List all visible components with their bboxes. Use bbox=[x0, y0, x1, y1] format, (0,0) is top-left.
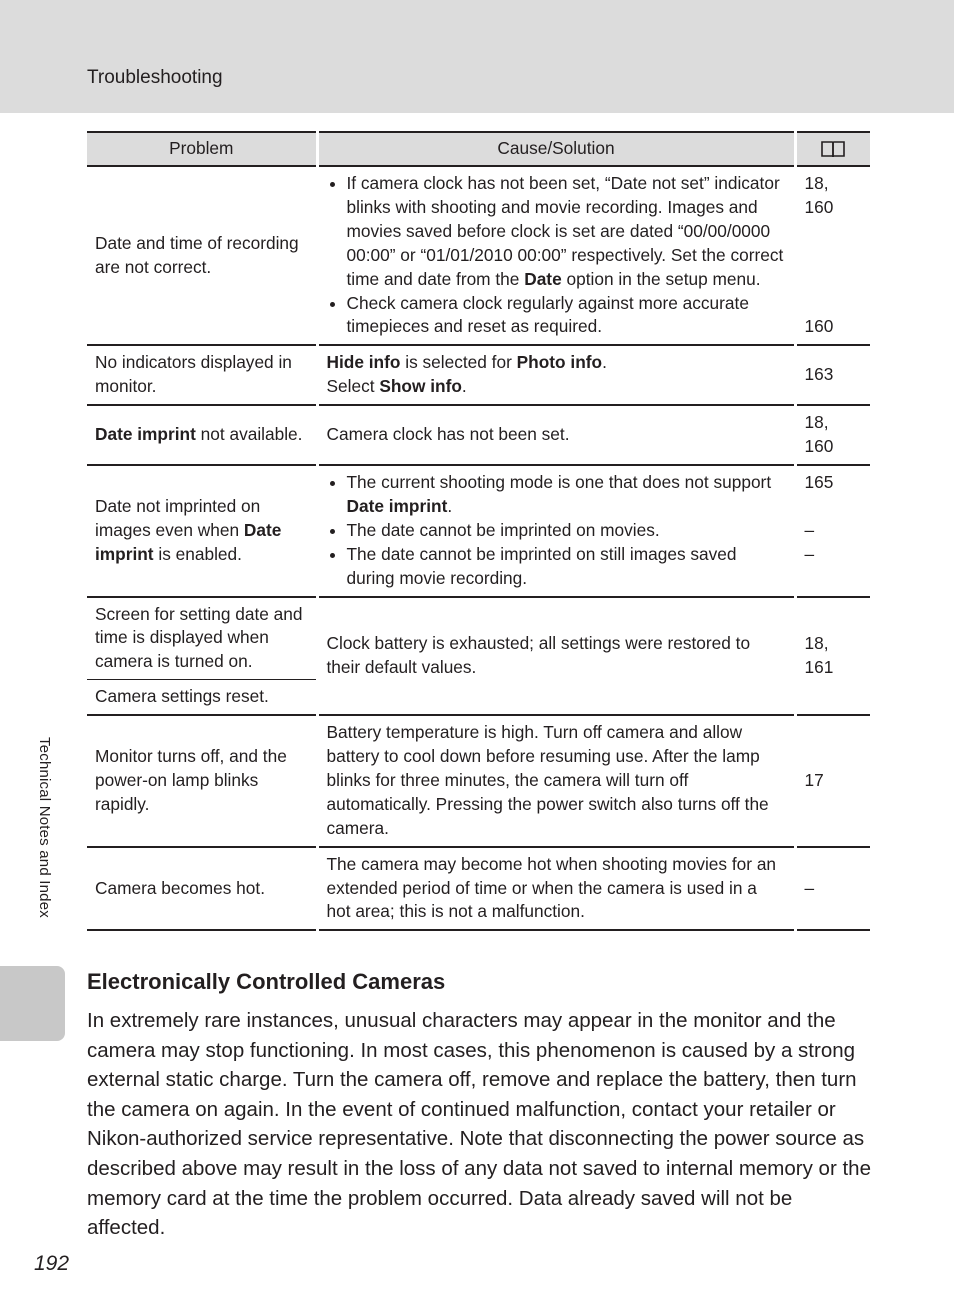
problem-cell bbox=[87, 715, 317, 847]
table-row bbox=[87, 405, 870, 465]
page-reference-cell: 163 bbox=[795, 345, 870, 405]
text-span: The date cannot be imprinted on still images saved during movie recording. bbox=[346, 543, 737, 588]
page-reference-cell: 18, 160 160 bbox=[795, 166, 870, 345]
text-span: not available. bbox=[195, 424, 303, 445]
text-span: Screen for setting date and time is displayed when camera is turned on. bbox=[95, 603, 303, 672]
column-header-cause: Cause/Solution bbox=[317, 132, 795, 166]
chapter-side-label: Technical Notes and Index bbox=[36, 737, 53, 918]
cause-bullet-item bbox=[347, 292, 786, 340]
text-span: is selected for bbox=[400, 352, 517, 373]
bold-term: Date imprint bbox=[95, 519, 282, 564]
page-reference-cell: 18, 161 bbox=[795, 597, 870, 716]
cause-cell bbox=[317, 715, 795, 847]
bold-term: Date bbox=[524, 268, 562, 289]
bold-term: Hide info bbox=[326, 352, 401, 373]
cause-cell bbox=[317, 465, 795, 597]
cause-bullet-list bbox=[327, 471, 786, 591]
book-reference-icon bbox=[821, 140, 845, 158]
page-reference-cell: 17 bbox=[795, 715, 870, 847]
cause-cell bbox=[317, 847, 795, 931]
chapter-tab bbox=[0, 966, 65, 1041]
text-span: is enabled. bbox=[153, 543, 242, 564]
page-reference-cell: – bbox=[795, 847, 870, 931]
troubleshooting-table bbox=[87, 131, 870, 931]
page-reference-cell: 165 – – bbox=[795, 465, 870, 597]
text-span: . bbox=[447, 495, 453, 516]
text-span: Date and time of recording are not correct. bbox=[95, 232, 299, 277]
problem-cell bbox=[87, 847, 317, 931]
column-header-problem: Problem bbox=[87, 132, 317, 166]
table-row bbox=[87, 465, 870, 597]
page-number: 192 bbox=[34, 1252, 70, 1275]
cause-cell bbox=[317, 597, 795, 716]
bold-term: Date imprint bbox=[95, 424, 196, 445]
text-span: Date not imprinted on images even when bbox=[95, 495, 261, 540]
text-span: No indicators displayed in monitor. bbox=[95, 352, 292, 397]
table-row bbox=[87, 847, 870, 931]
text-span: Check camera clock regularly against more accurate timepieces and reset as required. bbox=[346, 292, 749, 337]
text-span: The camera may become hot when shooting movies for an extended period of time or when the camera is used in a hot area; this is not a malfunction. bbox=[326, 853, 777, 922]
table-row bbox=[87, 345, 870, 405]
section-body: In extremely rare instances, unusual characters may appear in the monitor and the camera may stop functioning. In most cases, this phenomenon is caused by a strong external static charge. Turn the camera off, remove and replace the battery, then turn the camera on again. In the event of continued malfunction, contact your retailer or Nikon-authorized service representative. Note that disconnecting the power source as described above may result in the loss of any data not saved to internal memory or the memory card at the time the problem occurred. Data already saved will not be affected. bbox=[87, 1009, 871, 1240]
text-span: The date cannot be imprinted on movies. bbox=[346, 519, 660, 540]
text-span: The current shooting mode is one that does not support bbox=[346, 471, 772, 492]
problem-cell bbox=[87, 597, 317, 680]
table-header-row bbox=[87, 132, 870, 166]
section-title: Electronically Controlled Cameras bbox=[87, 969, 446, 994]
text-span: Monitor turns off, and the power-on lamp blinks rapidly. bbox=[95, 746, 287, 814]
cause-cell bbox=[317, 166, 795, 345]
cause-bullet-item bbox=[347, 471, 786, 519]
page-header-title: Troubleshooting bbox=[87, 67, 223, 88]
text-span: . bbox=[461, 376, 467, 397]
problem-cell: Camera settings reset. bbox=[87, 680, 317, 715]
table-row bbox=[87, 715, 870, 847]
cause-bullet-item bbox=[347, 519, 786, 543]
cause-cell bbox=[317, 345, 795, 405]
text-span: Camera becomes hot. bbox=[95, 877, 266, 898]
table-row bbox=[87, 166, 870, 345]
bold-term: Show info bbox=[379, 376, 462, 397]
problem-cell bbox=[87, 405, 317, 465]
problem-cell bbox=[87, 465, 317, 597]
text-span: Battery temperature is high. Turn off camera and allow battery to cool down before resuming use. After the lamp blinks for three minutes, the camera will turn off automatically. Pressing the power switch also turns off the camera. bbox=[326, 722, 769, 838]
text-span: Camera clock has not been set. bbox=[326, 424, 570, 445]
problem-cell bbox=[87, 166, 317, 345]
bold-term: Date imprint bbox=[346, 495, 448, 516]
page-reference-cell: 18, 160 bbox=[795, 405, 870, 465]
cause-bullet-item bbox=[347, 543, 786, 591]
cause-cell bbox=[317, 405, 795, 465]
bold-term: Photo info bbox=[516, 352, 603, 373]
table-row bbox=[87, 597, 870, 680]
text-span: Clock battery is exhausted; all settings were restored to their default values. bbox=[326, 632, 751, 677]
text-span: If camera clock has not been set, “Date not set” indicator blinks with shooting and movie recording. Images and movies saved before clock is set are dated “00/00/0000 00:00” or “01/01/2010 00:00” respectively. Set the correct time and date from the bbox=[346, 173, 784, 289]
cause-bullet-item bbox=[347, 172, 786, 292]
problem-cell bbox=[87, 345, 317, 405]
column-header-reference bbox=[795, 132, 870, 166]
header-band bbox=[0, 0, 954, 113]
cause-bullet-list bbox=[327, 172, 786, 339]
text-span: . Select bbox=[326, 352, 607, 397]
text-span: option in the setup menu. bbox=[561, 268, 761, 289]
